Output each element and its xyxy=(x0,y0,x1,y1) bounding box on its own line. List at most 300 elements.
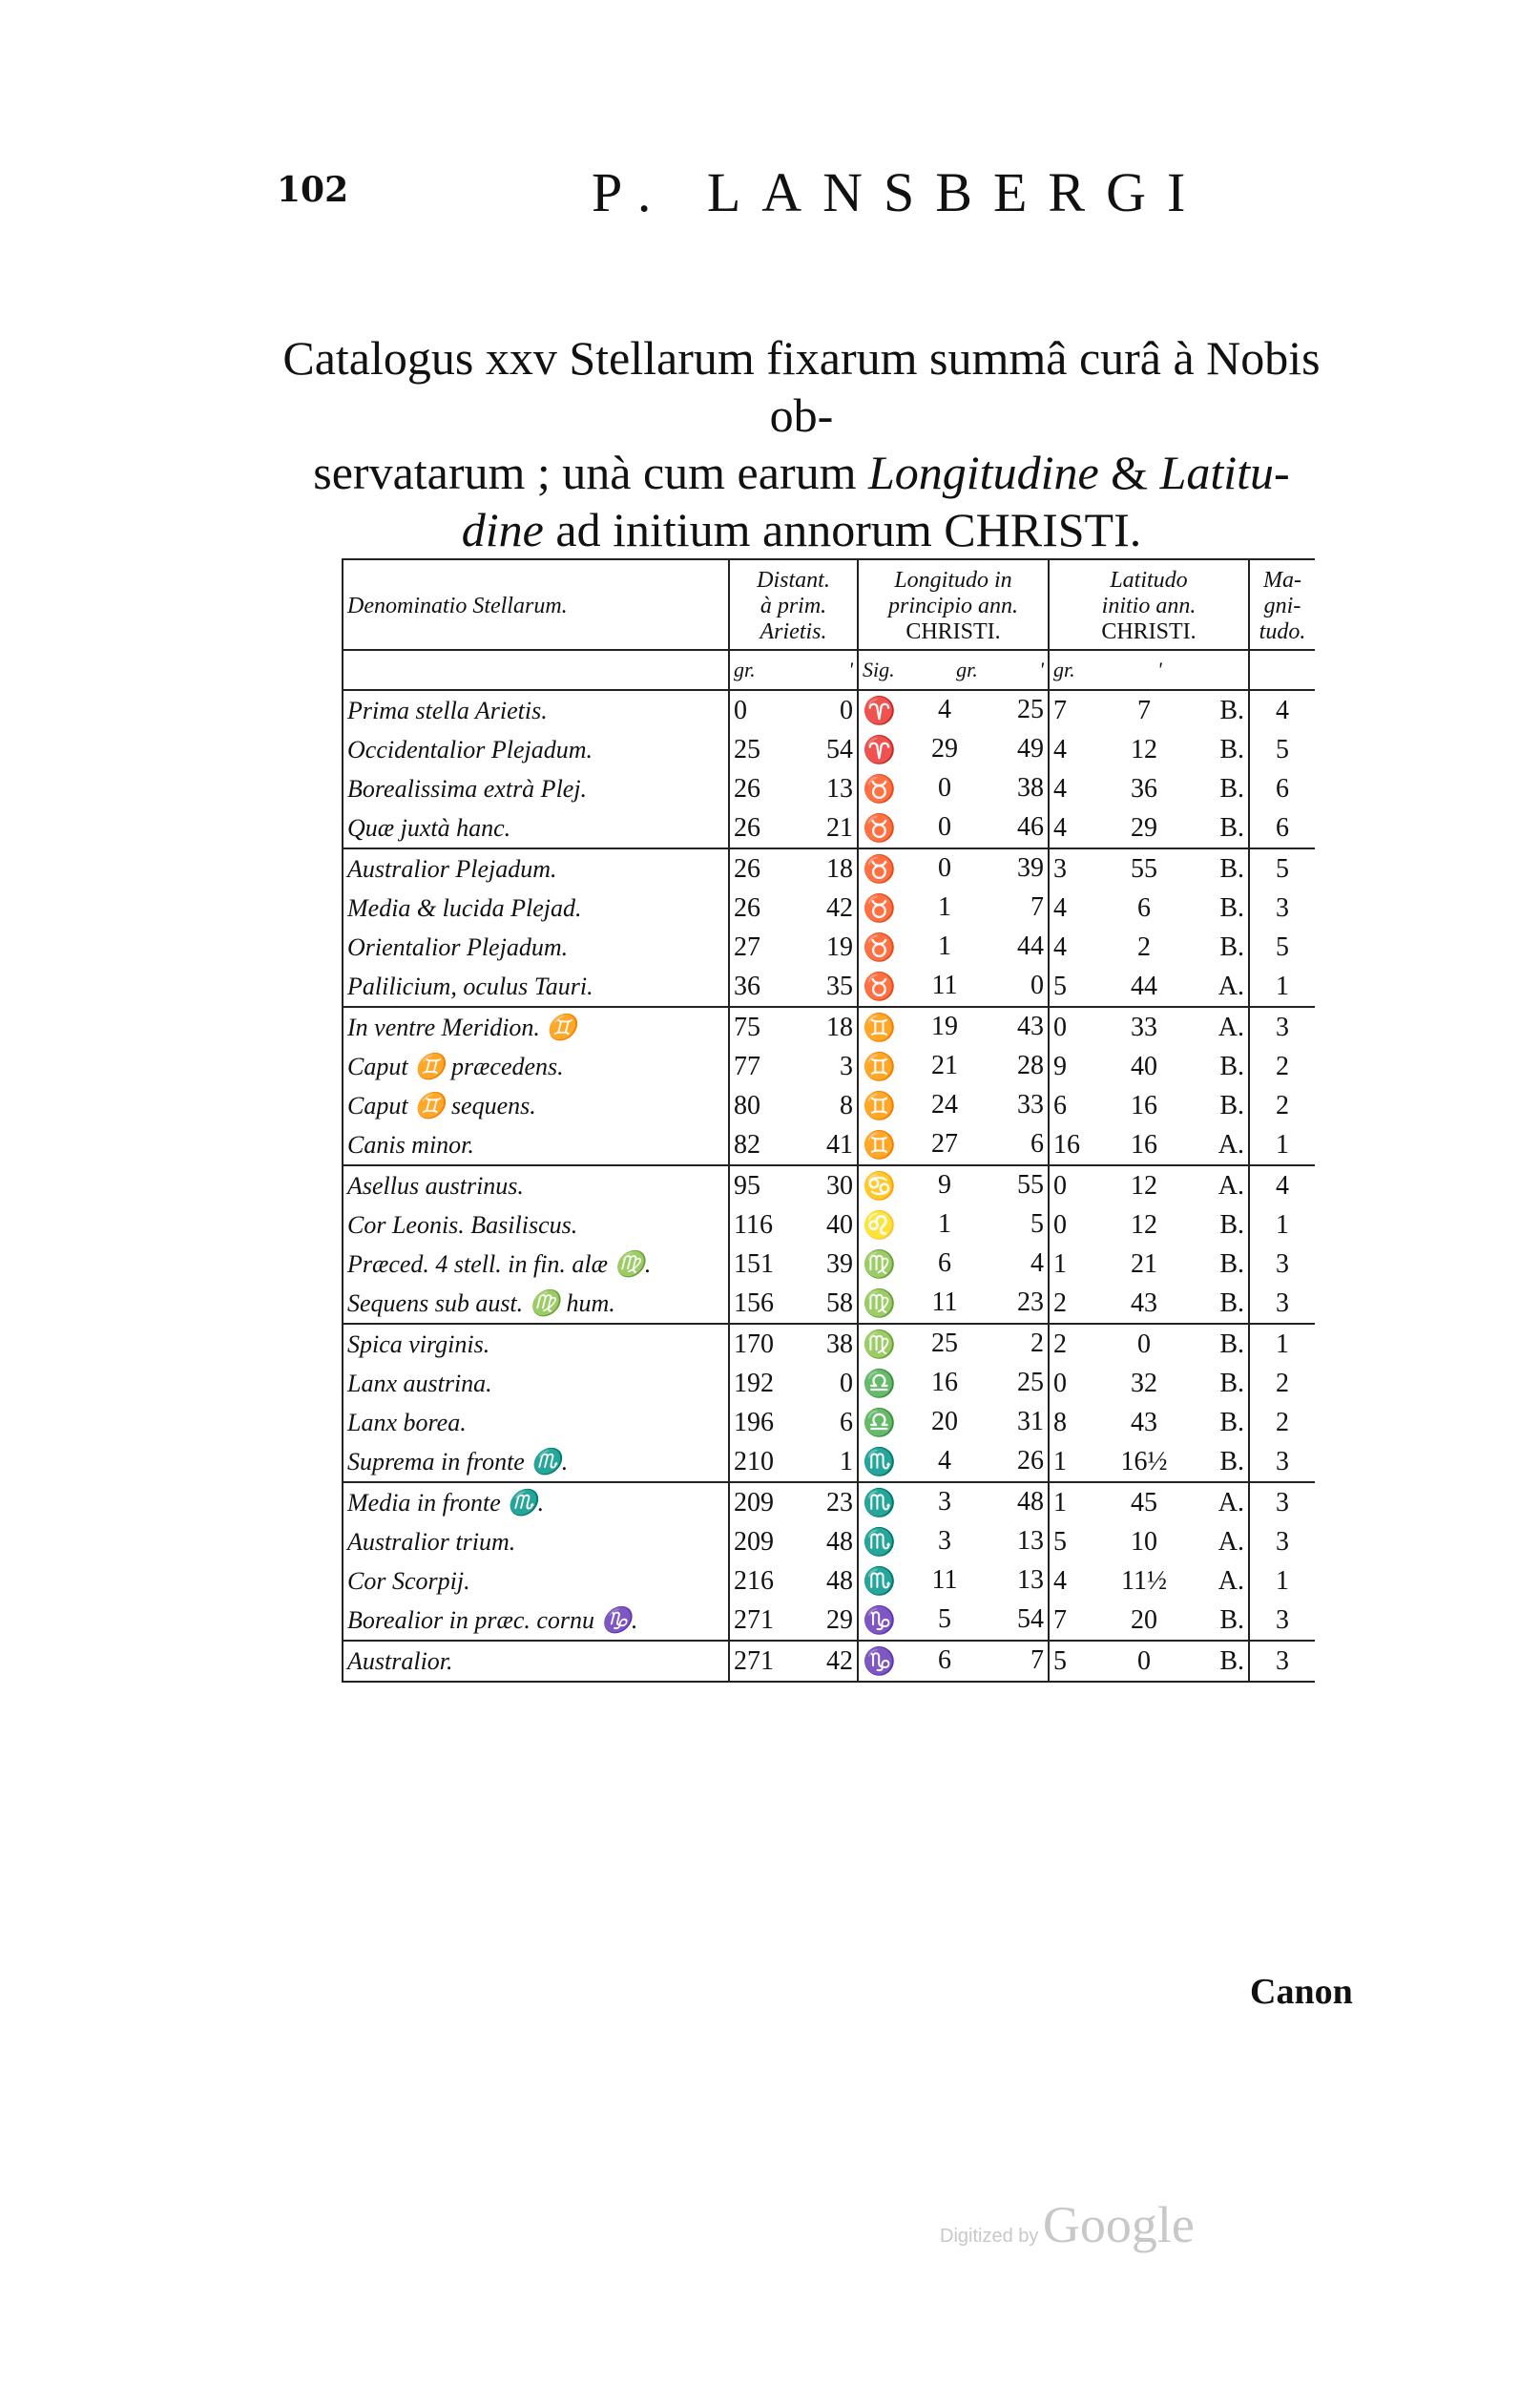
latitude-cell xyxy=(1049,1245,1249,1284)
distance-minutes: 39 xyxy=(826,1248,853,1279)
latitude-minutes: 20 xyxy=(1131,1604,1157,1635)
zodiac-sign: ♊ xyxy=(863,1013,896,1043)
longitude-degrees: 0 xyxy=(938,852,951,883)
table-row xyxy=(343,1007,1315,1047)
latitude-minutes: 43 xyxy=(1131,1407,1157,1437)
latitude-minutes: 2 xyxy=(1137,931,1151,962)
latitude-direction: A. xyxy=(1217,1012,1244,1042)
distance-cell xyxy=(729,1601,858,1641)
caption-text: servatarum ; unà cum earum xyxy=(313,446,868,499)
latitude-minutes: 45 xyxy=(1131,1487,1157,1517)
longitude-cell xyxy=(858,690,1049,730)
star-name-text: Borealissima extrà Plej. xyxy=(347,774,588,803)
latitude-cell xyxy=(1049,1482,1249,1522)
star-name-text: Præced. 4 stell. in fin. alæ ♍. xyxy=(347,1249,652,1278)
caption-line-1: Catalogus xxv Stellarum fixarum summâ curâ à Nobis ob- xyxy=(282,331,1321,442)
zodiac-sign: ♋ xyxy=(863,1171,896,1202)
star-name xyxy=(343,1205,729,1245)
magnitude-cell xyxy=(1249,1641,1315,1682)
table-row xyxy=(343,848,1315,889)
longitude-minutes: 31 xyxy=(1017,1406,1044,1436)
header-dist-l1: Distant. xyxy=(757,568,830,593)
distance-cell xyxy=(729,1125,858,1165)
table-caption xyxy=(277,329,1326,558)
longitude-minutes: 25 xyxy=(1017,1367,1044,1397)
latitude-degrees: 5 xyxy=(1053,1645,1067,1676)
table-row xyxy=(343,1086,1315,1125)
distance-cell xyxy=(729,928,858,967)
magnitude-value: 6 xyxy=(1276,773,1289,804)
longitude-cell xyxy=(858,1284,1049,1324)
table-row xyxy=(343,1284,1315,1324)
latitude-degrees: 8 xyxy=(1053,1407,1067,1437)
caption-text: ad initium annorum CHRISTI. xyxy=(543,503,1142,556)
latitude-minutes: 36 xyxy=(1131,773,1157,804)
magnitude-cell xyxy=(1249,1364,1315,1403)
latitude-degrees: 4 xyxy=(1053,1565,1067,1596)
latitude-cell xyxy=(1049,1442,1249,1482)
longitude-cell xyxy=(858,1482,1049,1522)
unit-min: ' xyxy=(1156,658,1162,681)
latitude-cell xyxy=(1049,889,1249,928)
distance-degrees: 82 xyxy=(734,1129,760,1160)
latitude-degrees: 5 xyxy=(1053,971,1067,1001)
magnitude-value: 5 xyxy=(1276,853,1289,884)
table-row xyxy=(343,1125,1315,1165)
longitude-degrees: 4 xyxy=(938,1445,951,1476)
header-lat-l3: CHRISTI. xyxy=(1101,619,1197,644)
star-name-text: Quæ juxtà hanc. xyxy=(347,813,511,842)
longitude-minutes: 26 xyxy=(1017,1445,1044,1476)
distance-degrees: 192 xyxy=(734,1368,774,1398)
magnitude-cell xyxy=(1249,889,1315,928)
latitude-cell xyxy=(1049,1086,1249,1125)
magnitude-value: 2 xyxy=(1276,1090,1289,1120)
watermark-brand: Google xyxy=(1042,2196,1195,2253)
distance-minutes: 13 xyxy=(826,773,853,804)
zodiac-sign: ♎ xyxy=(863,1369,896,1399)
magnitude-value: 1 xyxy=(1276,1129,1289,1160)
latitude-degrees: 9 xyxy=(1053,1051,1067,1081)
latitude-direction: B. xyxy=(1219,1248,1244,1279)
distance-minutes: 42 xyxy=(826,1645,853,1676)
latitude-direction: B. xyxy=(1219,1090,1244,1120)
magnitude-value: 4 xyxy=(1276,695,1289,725)
zodiac-sign: ♈ xyxy=(863,735,896,765)
longitude-degrees: 11 xyxy=(931,970,958,1000)
latitude-direction: B. xyxy=(1219,1051,1244,1081)
star-name-text: Caput ♊ præcedens. xyxy=(347,1052,564,1080)
latitude-direction: B. xyxy=(1219,695,1244,725)
magnitude-cell xyxy=(1249,928,1315,967)
distance-degrees: 77 xyxy=(734,1051,760,1081)
distance-minutes: 0 xyxy=(840,1368,853,1398)
magnitude-cell xyxy=(1249,1125,1315,1165)
star-name xyxy=(343,1403,729,1442)
unit-min: ' xyxy=(848,658,853,681)
header-mag-l1: Ma- xyxy=(1263,568,1301,593)
latitude-cell xyxy=(1049,1561,1249,1601)
distance-minutes: 21 xyxy=(826,812,853,843)
magnitude-value: 4 xyxy=(1276,1170,1289,1201)
header-latitude xyxy=(1049,559,1249,650)
magnitude-cell xyxy=(1249,730,1315,769)
header-lon-l3: CHRISTI. xyxy=(905,619,1001,644)
zodiac-sign: ♏ xyxy=(863,1488,896,1518)
latitude-direction: B. xyxy=(1219,1368,1244,1398)
longitude-cell xyxy=(858,1086,1049,1125)
star-name xyxy=(343,808,729,848)
longitude-cell xyxy=(858,1245,1049,1284)
magnitude-cell xyxy=(1249,967,1315,1007)
zodiac-sign: ♉ xyxy=(863,813,896,844)
latitude-degrees: 4 xyxy=(1053,892,1067,923)
latitude-minutes: 16½ xyxy=(1120,1446,1168,1476)
magnitude-value: 3 xyxy=(1276,1248,1289,1279)
star-name-text: Caput ♊ sequens. xyxy=(347,1091,536,1120)
latitude-minutes: 0 xyxy=(1137,1645,1151,1676)
star-name-text: Asellus austrinus. xyxy=(347,1171,524,1200)
page-number: 102 xyxy=(277,170,349,210)
longitude-cell xyxy=(858,928,1049,967)
star-name-text: Cor Scorpij. xyxy=(347,1566,470,1595)
magnitude-cell xyxy=(1249,1205,1315,1245)
magnitude-value: 3 xyxy=(1276,1645,1289,1676)
magnitude-value: 3 xyxy=(1276,1012,1289,1042)
star-name-text: Prima stella Arietis. xyxy=(347,696,548,724)
magnitude-cell xyxy=(1249,1403,1315,1442)
magnitude-value: 2 xyxy=(1276,1368,1289,1398)
longitude-degrees: 19 xyxy=(931,1011,958,1041)
star-name xyxy=(343,1442,729,1482)
latitude-cell xyxy=(1049,808,1249,848)
zodiac-sign: ♍ xyxy=(863,1288,896,1319)
distance-degrees: 156 xyxy=(734,1287,774,1318)
units-name xyxy=(343,650,729,690)
table-row xyxy=(343,928,1315,967)
table-row xyxy=(343,967,1315,1007)
latitude-degrees: 16 xyxy=(1053,1129,1080,1160)
magnitude-cell xyxy=(1249,1047,1315,1086)
distance-minutes: 41 xyxy=(826,1129,853,1160)
distance-cell xyxy=(729,1403,858,1442)
longitude-degrees: 24 xyxy=(931,1089,958,1120)
star-catalogue-table xyxy=(342,558,1315,1683)
latitude-direction: B. xyxy=(1219,1604,1244,1635)
latitude-degrees: 1 xyxy=(1053,1446,1067,1476)
distance-cell xyxy=(729,769,858,808)
distance-minutes: 6 xyxy=(840,1407,853,1437)
star-name xyxy=(343,1482,729,1522)
longitude-minutes: 38 xyxy=(1017,772,1044,803)
latitude-cell xyxy=(1049,967,1249,1007)
longitude-cell xyxy=(858,889,1049,928)
magnitude-value: 1 xyxy=(1276,1329,1289,1359)
latitude-cell xyxy=(1049,1601,1249,1641)
latitude-degrees: 0 xyxy=(1053,1170,1067,1201)
distance-minutes: 0 xyxy=(840,695,853,725)
unit-gr: gr. xyxy=(734,658,756,681)
longitude-minutes: 5 xyxy=(1030,1208,1044,1239)
table-row xyxy=(343,1245,1315,1284)
latitude-direction: B. xyxy=(1219,1446,1244,1476)
latitude-direction: A. xyxy=(1217,1487,1244,1517)
star-name-text: Orientalior Plejadum. xyxy=(347,932,569,961)
longitude-degrees: 5 xyxy=(938,1603,951,1634)
header-name xyxy=(343,559,729,650)
table-row xyxy=(343,1641,1315,1682)
units-lon xyxy=(858,650,1049,690)
distance-degrees: 26 xyxy=(734,773,760,804)
latitude-cell xyxy=(1049,1125,1249,1165)
latitude-degrees: 0 xyxy=(1053,1012,1067,1042)
zodiac-sign: ♍ xyxy=(863,1249,896,1280)
longitude-degrees: 6 xyxy=(938,1644,951,1675)
longitude-minutes: 43 xyxy=(1017,1011,1044,1041)
longitude-cell xyxy=(858,1324,1049,1364)
latitude-cell xyxy=(1049,769,1249,808)
latitude-degrees: 4 xyxy=(1053,931,1067,962)
distance-cell xyxy=(729,1482,858,1522)
longitude-minutes: 7 xyxy=(1030,1644,1044,1675)
star-name-text: Canis minor. xyxy=(347,1130,474,1159)
latitude-minutes: 21 xyxy=(1131,1248,1157,1279)
longitude-minutes: 6 xyxy=(1030,1128,1044,1159)
longitude-cell xyxy=(858,967,1049,1007)
header-lat-l1: Latitudo xyxy=(1110,568,1188,593)
magnitude-cell xyxy=(1249,1284,1315,1324)
zodiac-sign: ♊ xyxy=(863,1130,896,1161)
star-name-text: Media & lucida Plejad. xyxy=(347,893,582,922)
longitude-minutes: 55 xyxy=(1017,1169,1044,1200)
latitude-cell xyxy=(1049,928,1249,967)
latitude-direction: B. xyxy=(1219,892,1244,923)
latitude-minutes: 32 xyxy=(1131,1368,1157,1398)
latitude-minutes: 43 xyxy=(1131,1287,1157,1318)
distance-cell xyxy=(729,1324,858,1364)
star-name xyxy=(343,967,729,1007)
star-name-text: Sequens sub aust. ♍ hum. xyxy=(347,1288,615,1317)
distance-minutes: 1 xyxy=(840,1446,853,1476)
star-name-text: Palilicium, oculus Tauri. xyxy=(347,972,593,1000)
table-row xyxy=(343,889,1315,928)
latitude-cell xyxy=(1049,1165,1249,1205)
table-row xyxy=(343,1561,1315,1601)
latitude-minutes: 40 xyxy=(1131,1051,1157,1081)
latitude-minutes: 16 xyxy=(1131,1129,1157,1160)
zodiac-sign: ♉ xyxy=(863,893,896,924)
distance-cell xyxy=(729,1641,858,1682)
caption-text: & xyxy=(1098,446,1160,499)
distance-cell xyxy=(729,967,858,1007)
longitude-minutes: 33 xyxy=(1017,1089,1044,1120)
latitude-direction: B. xyxy=(1219,734,1244,764)
table-row xyxy=(343,1522,1315,1561)
longitude-degrees: 16 xyxy=(931,1367,958,1397)
distance-minutes: 30 xyxy=(826,1170,853,1201)
running-title: P. LANSBERGI xyxy=(592,161,1207,223)
table-row xyxy=(343,1324,1315,1364)
longitude-cell xyxy=(858,1522,1049,1561)
distance-degrees: 26 xyxy=(734,812,760,843)
star-name-text: Suprema in fronte ♏. xyxy=(347,1447,569,1476)
distance-degrees: 209 xyxy=(734,1487,774,1517)
distance-degrees: 36 xyxy=(734,971,760,1001)
header-magnitude xyxy=(1249,559,1315,650)
distance-minutes: 35 xyxy=(826,971,853,1001)
zodiac-sign: ♈ xyxy=(863,696,896,726)
latitude-direction: B. xyxy=(1219,931,1244,962)
star-name xyxy=(343,1522,729,1561)
magnitude-value: 5 xyxy=(1276,734,1289,764)
header-row xyxy=(343,559,1315,650)
magnitude-cell xyxy=(1249,1601,1315,1641)
longitude-degrees: 4 xyxy=(938,694,951,724)
distance-cell xyxy=(729,690,858,730)
distance-degrees: 26 xyxy=(734,892,760,923)
magnitude-cell xyxy=(1249,1324,1315,1364)
header-lon-l2: principio ann. xyxy=(888,594,1018,618)
longitude-cell xyxy=(858,730,1049,769)
magnitude-value: 5 xyxy=(1276,931,1289,962)
latitude-degrees: 5 xyxy=(1053,1526,1067,1557)
magnitude-value: 2 xyxy=(1276,1407,1289,1437)
watermark-small-text: Digitized by xyxy=(940,2226,1039,2247)
longitude-minutes: 2 xyxy=(1030,1328,1044,1358)
star-name xyxy=(343,1007,729,1047)
latitude-direction: B. xyxy=(1219,1209,1244,1240)
latitude-degrees: 3 xyxy=(1053,853,1067,884)
magnitude-value: 3 xyxy=(1276,1287,1289,1318)
latitude-direction: A. xyxy=(1217,971,1244,1001)
latitude-direction: B. xyxy=(1219,1407,1244,1437)
distance-cell xyxy=(729,1284,858,1324)
longitude-degrees: 27 xyxy=(931,1128,958,1159)
caption-italic-dine: dine xyxy=(461,503,544,556)
distance-degrees: 25 xyxy=(734,734,760,764)
longitude-minutes: 44 xyxy=(1017,931,1044,961)
zodiac-sign: ♉ xyxy=(863,972,896,1002)
magnitude-cell xyxy=(1249,1522,1315,1561)
latitude-cell xyxy=(1049,730,1249,769)
distance-minutes: 19 xyxy=(826,931,853,962)
latitude-minutes: 12 xyxy=(1131,1209,1157,1240)
distance-minutes: 48 xyxy=(826,1526,853,1557)
longitude-minutes: 25 xyxy=(1017,694,1044,724)
latitude-degrees: 4 xyxy=(1053,812,1067,843)
distance-degrees: 271 xyxy=(734,1604,774,1635)
magnitude-value: 3 xyxy=(1276,1604,1289,1635)
star-name xyxy=(343,1125,729,1165)
longitude-degrees: 3 xyxy=(938,1486,951,1517)
distance-minutes: 58 xyxy=(826,1287,853,1318)
table-row xyxy=(343,1442,1315,1482)
star-name xyxy=(343,1601,729,1641)
longitude-degrees: 0 xyxy=(938,811,951,842)
header-distance xyxy=(729,559,858,650)
longitude-cell xyxy=(858,1047,1049,1086)
longitude-cell xyxy=(858,1007,1049,1047)
star-name-text: Media in fronte ♏. xyxy=(347,1488,545,1517)
distance-degrees: 26 xyxy=(734,853,760,884)
latitude-direction: B. xyxy=(1219,812,1244,843)
unit-min: ' xyxy=(1039,658,1044,681)
latitude-minutes: 7 xyxy=(1137,695,1151,725)
longitude-degrees: 1 xyxy=(938,1208,951,1239)
distance-cell xyxy=(729,1245,858,1284)
table-row xyxy=(343,1601,1315,1641)
latitude-cell xyxy=(1049,848,1249,889)
distance-cell xyxy=(729,1165,858,1205)
latitude-degrees: 2 xyxy=(1053,1329,1067,1359)
distance-cell xyxy=(729,1364,858,1403)
distance-degrees: 209 xyxy=(734,1526,774,1557)
zodiac-sign: ♏ xyxy=(863,1527,896,1558)
latitude-minutes: 33 xyxy=(1131,1012,1157,1042)
latitude-cell xyxy=(1049,1641,1249,1682)
star-name-text: Australior Plejadum. xyxy=(347,854,557,883)
star-name xyxy=(343,690,729,730)
distance-cell xyxy=(729,1561,858,1601)
star-name-text: Occidentalior Plejadum. xyxy=(347,735,593,764)
longitude-minutes: 28 xyxy=(1017,1050,1044,1080)
longitude-degrees: 1 xyxy=(938,931,951,961)
units-mag xyxy=(1249,650,1315,690)
zodiac-sign: ♑ xyxy=(863,1605,896,1636)
zodiac-sign: ♍ xyxy=(863,1329,896,1360)
distance-degrees: 196 xyxy=(734,1407,774,1437)
latitude-cell xyxy=(1049,1324,1249,1364)
latitude-minutes: 6 xyxy=(1137,892,1151,923)
latitude-minutes: 11½ xyxy=(1121,1565,1167,1596)
star-name xyxy=(343,1245,729,1284)
zodiac-sign: ♉ xyxy=(863,932,896,963)
magnitude-cell xyxy=(1249,1165,1315,1205)
magnitude-cell xyxy=(1249,1561,1315,1601)
longitude-cell xyxy=(858,1442,1049,1482)
star-name xyxy=(343,1284,729,1324)
latitude-degrees: 4 xyxy=(1053,734,1067,764)
longitude-degrees: 11 xyxy=(931,1564,958,1595)
latitude-direction: A. xyxy=(1217,1526,1244,1557)
caption-line-2 xyxy=(277,444,1326,501)
distance-degrees: 75 xyxy=(734,1012,760,1042)
zodiac-sign: ♎ xyxy=(863,1408,896,1438)
longitude-minutes: 23 xyxy=(1017,1287,1044,1317)
table-row xyxy=(343,1165,1315,1205)
table-row xyxy=(343,1403,1315,1442)
magnitude-value: 3 xyxy=(1276,1526,1289,1557)
zodiac-sign: ♑ xyxy=(863,1646,896,1677)
units-dist xyxy=(729,650,858,690)
latitude-cell xyxy=(1049,1403,1249,1442)
latitude-minutes: 55 xyxy=(1131,853,1157,884)
longitude-degrees: 21 xyxy=(931,1050,958,1080)
longitude-cell xyxy=(858,1165,1049,1205)
zodiac-sign: ♌ xyxy=(863,1210,896,1241)
header-mag-l3: tudo. xyxy=(1259,619,1306,644)
star-name-text: Lanx austrina. xyxy=(347,1369,492,1397)
latitude-cell xyxy=(1049,1522,1249,1561)
distance-cell xyxy=(729,848,858,889)
distance-minutes: 3 xyxy=(840,1051,853,1081)
longitude-degrees: 25 xyxy=(931,1328,958,1358)
distance-degrees: 95 xyxy=(734,1170,760,1201)
magnitude-value: 1 xyxy=(1276,971,1289,1001)
distance-cell xyxy=(729,1442,858,1482)
unit-gr: gr. xyxy=(956,658,978,681)
longitude-minutes: 48 xyxy=(1017,1486,1044,1517)
